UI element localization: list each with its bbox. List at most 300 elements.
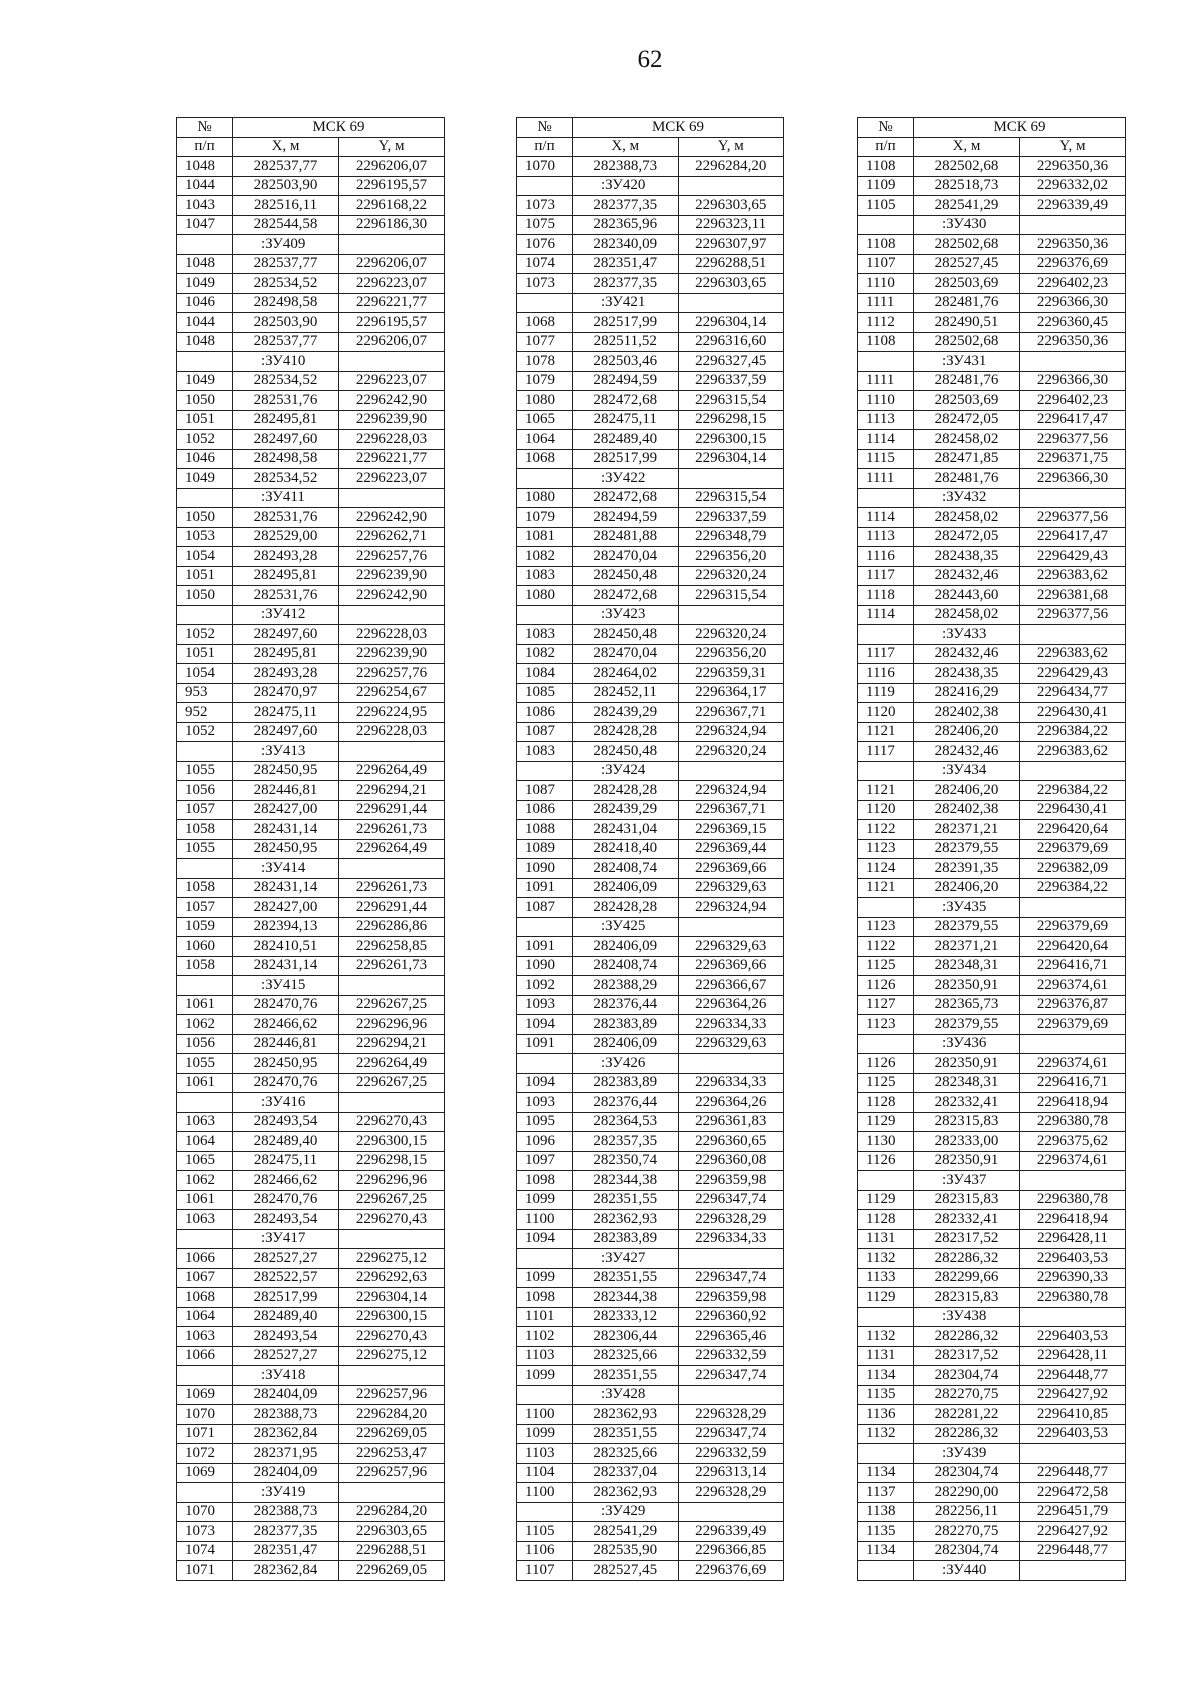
parcel-label-row	[177, 1093, 445, 1113]
x-coordinate-cell: 282348,31	[914, 1073, 1020, 1093]
point-number-cell: 1104	[517, 1463, 573, 1483]
x-coordinate-cell: 282350,91	[914, 1054, 1020, 1074]
table-row	[858, 1327, 1126, 1347]
x-coordinate-cell: 282362,93	[573, 1483, 679, 1503]
table-row	[177, 781, 445, 801]
point-number-cell	[858, 1444, 914, 1464]
point-number-cell: 1046	[177, 449, 233, 469]
y-coordinate-cell: 2296383,62	[1020, 566, 1126, 586]
table-row	[858, 839, 1126, 859]
table-row	[858, 1268, 1126, 1288]
y-coordinate-cell: 2296223,07	[339, 371, 445, 391]
point-number-cell: 1132	[858, 1327, 914, 1347]
point-number-cell: 1066	[177, 1249, 233, 1269]
y-coordinate-cell: 2296298,15	[339, 1151, 445, 1171]
table-row	[177, 274, 445, 294]
x-coordinate-cell: 282527,45	[573, 1561, 679, 1581]
parcel-label-cell: :ЗУ410	[233, 352, 339, 372]
point-number-cell: 1117	[858, 566, 914, 586]
x-coordinate-cell: 282270,75	[914, 1385, 1020, 1405]
y-coordinate-cell: 2296316,60	[678, 332, 784, 352]
parcel-label-cell: :ЗУ418	[233, 1366, 339, 1386]
point-number-cell: 1118	[858, 586, 914, 606]
point-number-cell: 1094	[517, 1015, 573, 1035]
point-number-cell: 1081	[517, 527, 573, 547]
y-coordinate-cell: 2296376,87	[1020, 995, 1126, 1015]
x-coordinate-cell: 282531,76	[233, 391, 339, 411]
parcel-label-cell: :ЗУ409	[233, 235, 339, 255]
x-coordinate-cell: 282402,38	[914, 800, 1020, 820]
table-row	[517, 1307, 784, 1327]
point-number-cell: 1113	[858, 527, 914, 547]
table-row	[177, 332, 445, 352]
table-row	[177, 1541, 445, 1561]
table-row	[858, 293, 1126, 313]
table-row	[177, 1385, 445, 1405]
table-row	[517, 820, 784, 840]
header-coordinate-system: МСК 69	[233, 118, 445, 138]
x-coordinate-cell: 282406,09	[573, 878, 679, 898]
point-number-cell: 1063	[177, 1327, 233, 1347]
table-row	[177, 410, 445, 430]
y-coordinate-cell: 2296261,73	[339, 878, 445, 898]
y-coordinate-cell	[339, 1093, 445, 1113]
table-row	[858, 430, 1126, 450]
y-coordinate-cell: 2296304,14	[678, 313, 784, 333]
table-row	[858, 683, 1126, 703]
point-number-cell: 1073	[517, 274, 573, 294]
x-coordinate-cell: 282493,54	[233, 1112, 339, 1132]
x-coordinate-cell: 282344,38	[573, 1288, 679, 1308]
table-row	[858, 1522, 1126, 1542]
x-coordinate-cell: 282470,04	[573, 644, 679, 664]
parcel-label-row	[858, 1034, 1126, 1054]
point-number-cell	[858, 761, 914, 781]
x-coordinate-cell: 282270,75	[914, 1522, 1020, 1542]
point-number-cell: 1079	[517, 508, 573, 528]
header-number-sub: п/п	[858, 137, 914, 157]
y-coordinate-cell: 2296315,54	[678, 488, 784, 508]
y-coordinate-cell: 2296364,26	[678, 1093, 784, 1113]
y-coordinate-cell: 2296291,44	[339, 800, 445, 820]
table-row	[177, 196, 445, 216]
x-coordinate-cell: 282304,74	[914, 1463, 1020, 1483]
y-coordinate-cell: 2296350,36	[1020, 332, 1126, 352]
table-row	[858, 449, 1126, 469]
x-coordinate-cell: 282351,55	[573, 1366, 679, 1386]
y-coordinate-cell: 2296334,33	[678, 1073, 784, 1093]
y-coordinate-cell: 2296384,22	[1020, 878, 1126, 898]
y-coordinate-cell: 2296417,47	[1020, 410, 1126, 430]
table-row	[858, 781, 1126, 801]
point-number-cell: 1048	[177, 157, 233, 177]
table-row	[858, 976, 1126, 996]
point-number-cell: 1091	[517, 937, 573, 957]
table-row	[177, 1112, 445, 1132]
x-coordinate-cell: 282438,35	[914, 664, 1020, 684]
point-number-cell: 1058	[177, 878, 233, 898]
y-coordinate-cell: 2296375,62	[1020, 1132, 1126, 1152]
x-coordinate-cell: 282428,28	[573, 722, 679, 742]
table-row	[858, 371, 1126, 391]
y-coordinate-cell: 2296451,79	[1020, 1502, 1126, 1522]
point-number-cell: 1108	[858, 157, 914, 177]
table-row	[177, 1346, 445, 1366]
point-number-cell: 1099	[517, 1366, 573, 1386]
y-coordinate-cell: 2296304,14	[678, 449, 784, 469]
table-row	[858, 254, 1126, 274]
x-coordinate-cell: 282325,66	[573, 1346, 679, 1366]
table-row	[858, 1541, 1126, 1561]
parcel-label-cell: :ЗУ421	[573, 293, 679, 313]
y-coordinate-cell: 2296429,43	[1020, 664, 1126, 684]
y-coordinate-cell: 2296267,25	[339, 1190, 445, 1210]
point-number-cell	[858, 352, 914, 372]
point-number-cell: 1069	[177, 1385, 233, 1405]
x-coordinate-cell: 282497,60	[233, 625, 339, 645]
point-number-cell: 1121	[858, 781, 914, 801]
x-coordinate-cell: 282333,00	[914, 1132, 1020, 1152]
y-coordinate-cell: 2296384,22	[1020, 722, 1126, 742]
y-coordinate-cell: 2296307,97	[678, 235, 784, 255]
x-coordinate-cell: 282362,93	[573, 1210, 679, 1230]
table-row	[177, 703, 445, 723]
table-row	[177, 800, 445, 820]
y-coordinate-cell	[1020, 1171, 1126, 1191]
point-number-cell: 1109	[858, 176, 914, 196]
header-y: Y, м	[1020, 137, 1126, 157]
table-row	[177, 157, 445, 177]
x-coordinate-cell: 282452,11	[573, 683, 679, 703]
table-row	[858, 235, 1126, 255]
point-number-cell: 1108	[858, 332, 914, 352]
table-row	[858, 1385, 1126, 1405]
table-row	[177, 1288, 445, 1308]
x-coordinate-cell: 282299,66	[914, 1268, 1020, 1288]
point-number-cell: 1051	[177, 410, 233, 430]
y-coordinate-cell	[339, 1366, 445, 1386]
parcel-label-cell: :ЗУ438	[914, 1307, 1020, 1327]
point-number-cell: 1110	[858, 391, 914, 411]
x-coordinate-cell: 282351,47	[573, 254, 679, 274]
x-coordinate-cell: 282497,60	[233, 722, 339, 742]
table-row	[517, 839, 784, 859]
table-row	[858, 1132, 1126, 1152]
coordinates-table-3	[857, 117, 1126, 1581]
x-coordinate-cell: 282446,81	[233, 781, 339, 801]
y-coordinate-cell	[339, 859, 445, 879]
x-coordinate-cell: 282377,35	[573, 274, 679, 294]
y-coordinate-cell: 2296427,92	[1020, 1385, 1126, 1405]
point-number-cell: 1060	[177, 937, 233, 957]
y-coordinate-cell: 2296320,24	[678, 625, 784, 645]
y-coordinate-cell: 2296221,77	[339, 293, 445, 313]
parcel-label-cell: :ЗУ437	[914, 1171, 1020, 1191]
point-number-cell: 1089	[517, 839, 573, 859]
point-number-cell: 1058	[177, 820, 233, 840]
y-coordinate-cell: 2296366,85	[678, 1541, 784, 1561]
table-row	[177, 313, 445, 333]
table-row	[858, 1151, 1126, 1171]
x-coordinate-cell: 282362,84	[233, 1424, 339, 1444]
x-coordinate-cell: 282431,14	[233, 820, 339, 840]
y-coordinate-cell: 2296206,07	[339, 254, 445, 274]
point-number-cell: 953	[177, 683, 233, 703]
table-row	[177, 995, 445, 1015]
point-number-cell: 1135	[858, 1385, 914, 1405]
y-coordinate-cell	[1020, 1034, 1126, 1054]
y-coordinate-cell: 2296239,90	[339, 566, 445, 586]
parcel-label-row	[517, 1249, 784, 1269]
parcel-label-row	[858, 761, 1126, 781]
x-coordinate-cell: 282428,28	[573, 781, 679, 801]
y-coordinate-cell: 2296298,15	[678, 410, 784, 430]
x-coordinate-cell: 282493,28	[233, 664, 339, 684]
x-coordinate-cell: 282531,76	[233, 508, 339, 528]
point-number-cell: 1075	[517, 215, 573, 235]
table-row	[517, 527, 784, 547]
y-coordinate-cell: 2296379,69	[1020, 917, 1126, 937]
parcel-label-row	[177, 235, 445, 255]
point-number-cell: 1132	[858, 1424, 914, 1444]
x-coordinate-cell: 282410,51	[233, 937, 339, 957]
point-number-cell: 1095	[517, 1112, 573, 1132]
table-row	[177, 898, 445, 918]
point-number-cell: 1056	[177, 781, 233, 801]
y-coordinate-cell: 2296303,65	[678, 274, 784, 294]
y-coordinate-cell: 2296448,77	[1020, 1541, 1126, 1561]
y-coordinate-cell: 2296429,43	[1020, 547, 1126, 567]
point-number-cell: 1087	[517, 898, 573, 918]
point-number-cell: 1063	[177, 1210, 233, 1230]
table-row	[858, 391, 1126, 411]
y-coordinate-cell: 2296275,12	[339, 1249, 445, 1269]
header-number-sub: п/п	[177, 137, 233, 157]
x-coordinate-cell: 282315,83	[914, 1288, 1020, 1308]
table-row	[177, 1463, 445, 1483]
point-number-cell: 1056	[177, 1034, 233, 1054]
y-coordinate-cell: 2296356,20	[678, 547, 784, 567]
x-coordinate-cell: 282362,84	[233, 1561, 339, 1581]
x-coordinate-cell: 282406,20	[914, 878, 1020, 898]
parcel-label-cell: :ЗУ412	[233, 605, 339, 625]
y-coordinate-cell: 2296347,74	[678, 1268, 784, 1288]
parcel-label-cell: :ЗУ425	[573, 917, 679, 937]
table-row	[177, 917, 445, 937]
point-number-cell: 1122	[858, 937, 914, 957]
y-coordinate-cell	[1020, 1561, 1126, 1581]
table-row	[858, 1073, 1126, 1093]
point-number-cell: 1052	[177, 625, 233, 645]
y-coordinate-cell: 2296434,77	[1020, 683, 1126, 703]
y-coordinate-cell: 2296369,44	[678, 839, 784, 859]
point-number-cell: 1111	[858, 371, 914, 391]
y-coordinate-cell: 2296284,20	[678, 157, 784, 177]
x-coordinate-cell: 282416,29	[914, 683, 1020, 703]
table-row	[858, 937, 1126, 957]
point-number-cell: 1134	[858, 1366, 914, 1386]
y-coordinate-cell: 2296323,11	[678, 215, 784, 235]
y-coordinate-cell: 2296300,15	[339, 1132, 445, 1152]
table-row	[177, 722, 445, 742]
y-coordinate-cell: 2296367,71	[678, 800, 784, 820]
parcel-label-cell: :ЗУ420	[573, 176, 679, 196]
x-coordinate-cell: 282527,27	[233, 1346, 339, 1366]
table-row	[517, 1444, 784, 1464]
table-row	[517, 313, 784, 333]
parcel-label-row	[858, 488, 1126, 508]
point-number-cell: 1055	[177, 761, 233, 781]
header-y: Y, м	[339, 137, 445, 157]
y-coordinate-cell: 2296288,51	[678, 254, 784, 274]
point-number-cell: 1068	[177, 1288, 233, 1308]
point-number-cell: 1085	[517, 683, 573, 703]
point-number-cell: 1044	[177, 313, 233, 333]
table-row	[177, 391, 445, 411]
y-coordinate-cell: 2296410,85	[1020, 1405, 1126, 1425]
header-x: X, м	[233, 137, 339, 157]
header-number: №	[858, 118, 914, 138]
table-row	[517, 781, 784, 801]
point-number-cell	[517, 1385, 573, 1405]
point-number-cell: 1087	[517, 722, 573, 742]
point-number-cell: 1043	[177, 196, 233, 216]
x-coordinate-cell: 282315,83	[914, 1112, 1020, 1132]
point-number-cell: 1125	[858, 1073, 914, 1093]
x-coordinate-cell: 282350,91	[914, 1151, 1020, 1171]
parcel-label-cell: :ЗУ430	[914, 215, 1020, 235]
parcel-label-row	[177, 742, 445, 762]
parcel-label-cell: :ЗУ435	[914, 898, 1020, 918]
x-coordinate-cell: 282408,74	[573, 956, 679, 976]
y-coordinate-cell: 2296360,65	[678, 1132, 784, 1152]
parcel-label-row	[177, 859, 445, 879]
point-number-cell: 1052	[177, 722, 233, 742]
x-coordinate-cell: 282351,47	[233, 1541, 339, 1561]
x-coordinate-cell: 282290,00	[914, 1483, 1020, 1503]
coordinates-table-1	[176, 117, 445, 1581]
table-row	[858, 1463, 1126, 1483]
table-row	[177, 449, 445, 469]
table-body	[177, 157, 445, 1581]
table-row	[517, 332, 784, 352]
parcel-label-cell: :ЗУ422	[573, 469, 679, 489]
table-row	[177, 625, 445, 645]
parcel-label-cell: :ЗУ423	[573, 605, 679, 625]
point-number-cell: 1051	[177, 566, 233, 586]
y-coordinate-cell: 2296315,54	[678, 391, 784, 411]
x-coordinate-cell: 282450,95	[233, 761, 339, 781]
point-number-cell: 1061	[177, 1073, 233, 1093]
point-number-cell: 1113	[858, 410, 914, 430]
parcel-label-cell: :ЗУ426	[573, 1054, 679, 1074]
parcel-label-row	[177, 1483, 445, 1503]
table-row	[177, 1561, 445, 1581]
point-number-cell: 1103	[517, 1444, 573, 1464]
point-number-cell: 1128	[858, 1093, 914, 1113]
y-coordinate-cell: 2296448,77	[1020, 1366, 1126, 1386]
y-coordinate-cell: 2296366,30	[1020, 469, 1126, 489]
table-row	[517, 1288, 784, 1308]
y-coordinate-cell: 2296334,33	[678, 1229, 784, 1249]
y-coordinate-cell: 2296328,29	[678, 1483, 784, 1503]
parcel-label-row	[517, 176, 784, 196]
table-row	[858, 274, 1126, 294]
table-row	[858, 1093, 1126, 1113]
point-number-cell: 1064	[177, 1132, 233, 1152]
y-coordinate-cell: 2296264,49	[339, 839, 445, 859]
y-coordinate-cell	[339, 605, 445, 625]
point-number-cell: 1076	[517, 235, 573, 255]
x-coordinate-cell: 282522,57	[233, 1268, 339, 1288]
parcel-label-row	[858, 1171, 1126, 1191]
point-number-cell: 1107	[517, 1561, 573, 1581]
x-coordinate-cell: 282503,90	[233, 313, 339, 333]
table-row	[517, 235, 784, 255]
y-coordinate-cell: 2296304,14	[339, 1288, 445, 1308]
x-coordinate-cell: 282351,55	[573, 1190, 679, 1210]
y-coordinate-cell: 2296223,07	[339, 469, 445, 489]
x-coordinate-cell: 282481,76	[914, 293, 1020, 313]
y-coordinate-cell: 2296369,15	[678, 820, 784, 840]
table-row	[517, 215, 784, 235]
y-coordinate-cell: 2296381,68	[1020, 586, 1126, 606]
x-coordinate-cell: 282418,40	[573, 839, 679, 859]
table-row	[858, 703, 1126, 723]
x-coordinate-cell: 282379,55	[914, 839, 1020, 859]
point-number-cell	[177, 1366, 233, 1386]
x-coordinate-cell: 282371,21	[914, 820, 1020, 840]
x-coordinate-cell: 282472,68	[573, 391, 679, 411]
y-coordinate-cell: 2296168,22	[339, 196, 445, 216]
point-number-cell: 1052	[177, 430, 233, 450]
point-number-cell	[517, 176, 573, 196]
table-row	[517, 488, 784, 508]
table-row	[177, 1015, 445, 1035]
parcel-label-row	[177, 605, 445, 625]
x-coordinate-cell: 282383,89	[573, 1015, 679, 1035]
point-number-cell: 1065	[517, 410, 573, 430]
y-coordinate-cell: 2296374,61	[1020, 976, 1126, 996]
point-number-cell	[177, 742, 233, 762]
x-coordinate-cell: 282439,29	[573, 800, 679, 820]
y-coordinate-cell	[678, 1249, 784, 1269]
x-coordinate-cell: 282408,74	[573, 859, 679, 879]
x-coordinate-cell: 282286,32	[914, 1327, 1020, 1347]
x-coordinate-cell: 282406,20	[914, 781, 1020, 801]
parcel-label-cell: :ЗУ417	[233, 1229, 339, 1249]
y-coordinate-cell: 2296418,94	[1020, 1093, 1126, 1113]
parcel-label-cell: :ЗУ419	[233, 1483, 339, 1503]
point-number-cell	[858, 1171, 914, 1191]
y-coordinate-cell: 2296261,73	[339, 820, 445, 840]
x-coordinate-cell: 282502,68	[914, 157, 1020, 177]
point-number-cell: 1082	[517, 547, 573, 567]
point-number-cell: 1091	[517, 878, 573, 898]
y-coordinate-cell	[1020, 898, 1126, 918]
point-number-cell: 1083	[517, 566, 573, 586]
x-coordinate-cell: 282481,76	[914, 371, 1020, 391]
table-row	[858, 1288, 1126, 1308]
point-number-cell: 1049	[177, 274, 233, 294]
x-coordinate-cell: 282503,46	[573, 352, 679, 372]
point-number-cell: 1117	[858, 644, 914, 664]
x-coordinate-cell: 282427,00	[233, 898, 339, 918]
y-coordinate-cell: 2296254,67	[339, 683, 445, 703]
table-row	[858, 820, 1126, 840]
y-coordinate-cell	[678, 293, 784, 313]
x-coordinate-cell: 282458,02	[914, 508, 1020, 528]
